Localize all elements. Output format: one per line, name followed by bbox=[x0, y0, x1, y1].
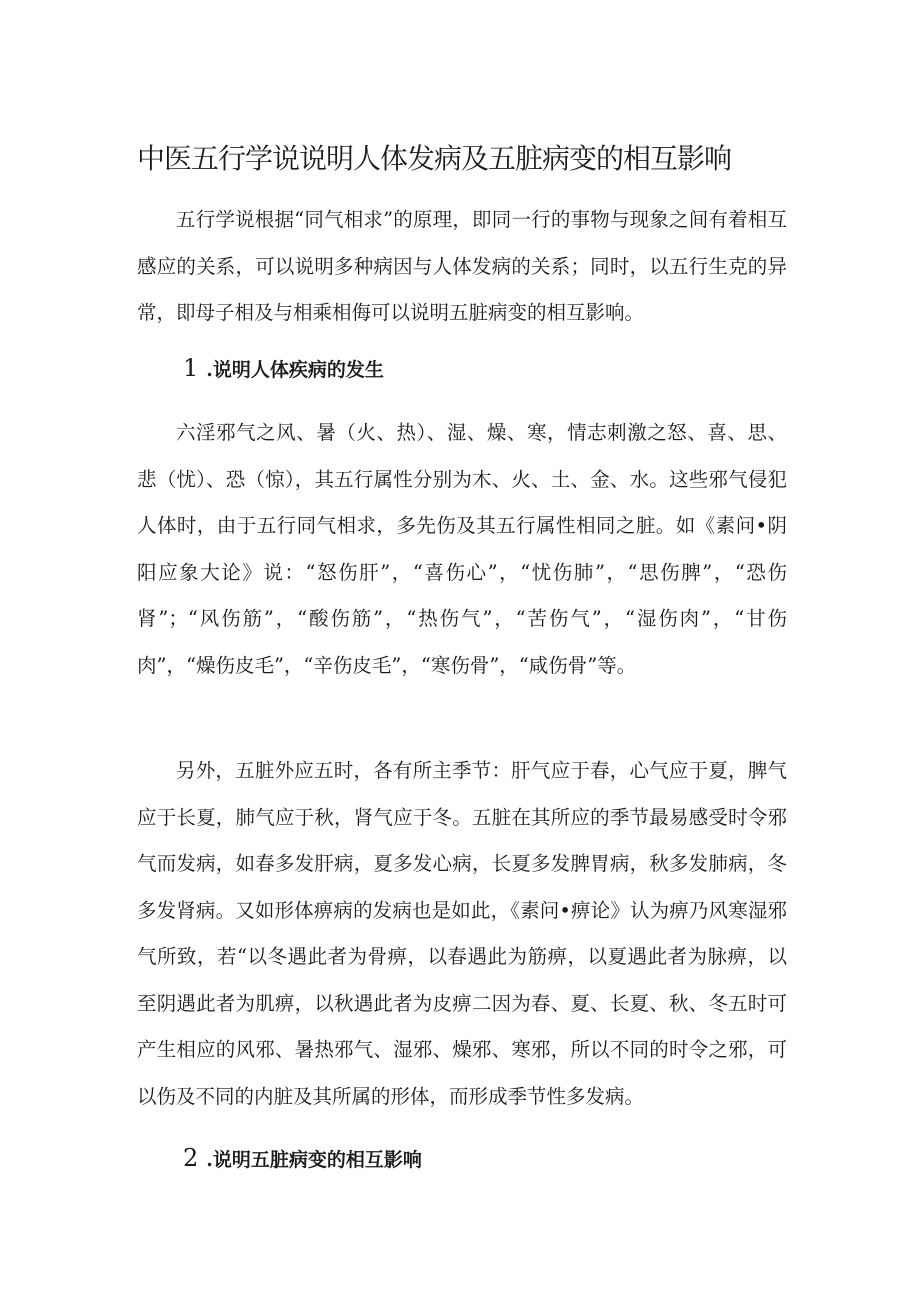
section-2-heading-text: .说明五脏病变的相互影响 bbox=[206, 1149, 422, 1171]
section-2-number: 2 bbox=[183, 1144, 199, 1172]
section-1-heading bbox=[183, 353, 384, 385]
intro-paragraph: 五行学说根据“同气相求”的原理，即同一行的事物与现象之间有着相互感应的关系，可以说明多种病因与人体发病的关系；同时，以五行生克的异常，即母子相及与相乘相侮可以说明五脏病变的相互影响。 bbox=[137, 208, 787, 324]
section-1-paragraph-b: 另外，五脏外应五时，各有所主季节：肝气应于春，心气应于夏，脾气应于长夏，肺气应于秋，肾气应于冬。五脏在其所应的季节最易感受时令邪气而发病，如春多发肝病，夏多发心病，长夏多发脾胃病，秋多发肺病，冬多发肾病。又如形体痹病的发病也是如此，《素问•痹论》认为痹乃风寒湿邪气所致，若“以冬遇此者为骨痹，以春遇此为筋痹，以夏遇此者为脉痹，以至阴遇此者为肌痹，以秋遇此者为皮痹二因为春、夏、长夏、秋、冬五时可产生相应的风邪、暑热邪气、湿邪、燥邪、寒邪，所以不同的时令之邪，可以伤及不同的内脏及其所属的形体，而形成季节性多发病。 bbox=[137, 759, 787, 1108]
section-1-heading-text: .说明人体疾病的发生 bbox=[206, 359, 384, 381]
section-1-paragraph-a: 六淫邪气之风、暑（火、热）、湿、燥、寒，情志刺激之怒、喜、思、悲（忧）、恐（惊），其五行属性分别为木、火、土、金、水。这些邪气侵犯人体时，由于五行同气相求，多先伤及其五行属性相同之脏。如《素问•阴阳应象大论》说：“怒伤肝”，“喜伤心”，“忧伤肺”，“思伤脾”，“恐伤肾”；“风伤筋”，“酸伤筋”，“热伤气”，“苦伤气”，“湿伤肉”，“甘伤肉”，“燥伤皮毛”，“辛伤皮毛”，“寒伤骨”，“咸伤骨”等。 bbox=[137, 421, 787, 677]
section-1-number: 1 bbox=[183, 354, 199, 382]
section-2-heading bbox=[183, 1143, 422, 1175]
document-title: 中医五行学说说明人体发病及五脏病变的相互影响 bbox=[137, 142, 732, 175]
